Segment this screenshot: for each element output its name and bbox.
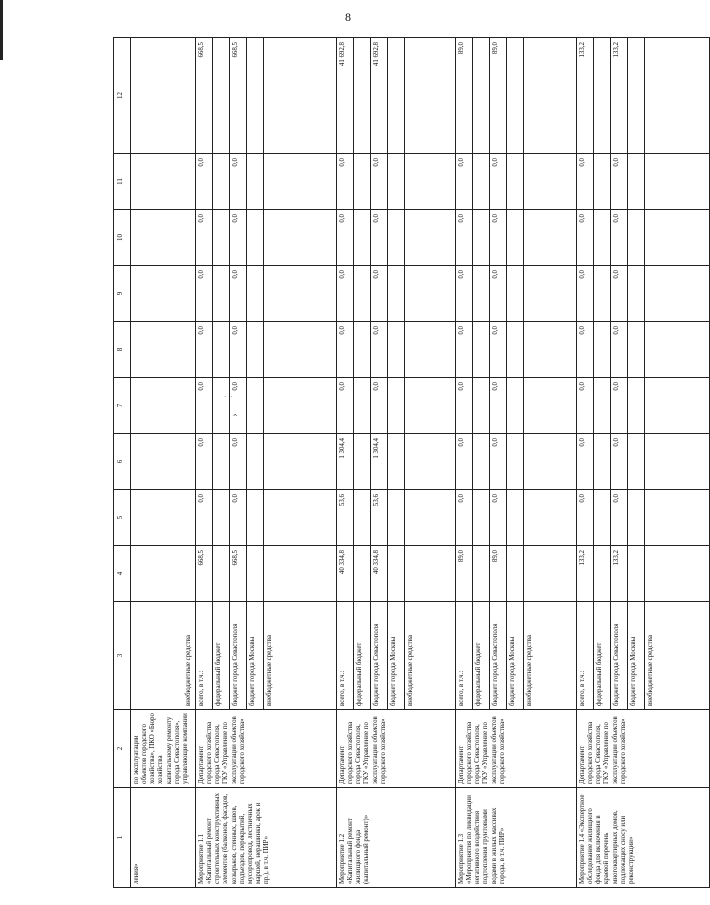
value-cell: 0,0 (577, 490, 594, 546)
value-cell: 0,0 (611, 266, 628, 322)
value-cell (524, 546, 577, 602)
value-cell (247, 266, 264, 322)
value-cell: 53,6 (371, 490, 388, 546)
value-cell (388, 210, 405, 266)
value-cell: 0,0 (577, 210, 594, 266)
value-cell: 0,0 (196, 378, 213, 434)
value-cell: 0,0 (577, 434, 594, 490)
value-cell: 0,0 (490, 266, 507, 322)
value-cell (645, 322, 710, 378)
value-cell: 0,0 (577, 378, 594, 434)
value-cell (213, 434, 230, 490)
value-cell (247, 546, 264, 602)
value-cell (524, 154, 577, 210)
value-cell (594, 434, 611, 490)
value-cell (247, 434, 264, 490)
header-cell: 7 (114, 378, 131, 434)
value-cell (507, 378, 524, 434)
value-cell (473, 490, 490, 546)
value-cell: 0,0 (490, 434, 507, 490)
value-cell (213, 490, 230, 546)
header-cell: 8 (114, 322, 131, 378)
value-cell: 0,0 (371, 378, 388, 434)
value-cell: 0,0 (456, 490, 473, 546)
value-cell: 1 304,4 (337, 434, 354, 490)
funding-label-cell: внебюджетные средства (405, 602, 456, 710)
empty-cell (131, 546, 196, 602)
value-cell (354, 210, 371, 266)
value-cell: 0,0 (611, 210, 628, 266)
value-cell (388, 38, 405, 154)
executor-cell: Департамент городского хозяйства города Севастополя, ГКУ «Управление по эксплуатации объектов городского хозяйства» (456, 710, 577, 788)
executor-cell: Департамент городского хозяйства города Севастополя, ГКУ «Управление по эксплуатации объектов городского хозяйства» (337, 710, 456, 788)
funding-label-cell: бюджет города Севастополя (611, 602, 628, 710)
value-cell: 53,6 (337, 490, 354, 546)
value-cell: 0,0 (611, 434, 628, 490)
value-cell (524, 38, 577, 154)
value-cell (628, 38, 645, 154)
value-cell (473, 38, 490, 154)
value-cell: 0,0 (371, 210, 388, 266)
stray-mark: › (229, 413, 240, 417)
value-cell (524, 210, 577, 266)
scan-speckle: · · (224, 393, 234, 401)
value-cell (628, 210, 645, 266)
value-cell: 1 304,4 (371, 434, 388, 490)
funding-label-cell: всего, в т.ч.: (337, 602, 354, 710)
value-cell (405, 266, 456, 322)
value-cell (645, 38, 710, 154)
table-row (456, 38, 473, 888)
empty-cell (131, 38, 196, 154)
value-cell (594, 210, 611, 266)
empty-cell (131, 322, 196, 378)
header-cell: 1 (114, 788, 131, 888)
value-cell: 0,0 (490, 322, 507, 378)
value-cell (213, 546, 230, 602)
value-cell: 668,5 (196, 546, 213, 602)
value-cell (264, 322, 337, 378)
value-cell (264, 154, 337, 210)
value-cell (507, 546, 524, 602)
value-cell (247, 38, 264, 154)
value-cell: 89,0 (456, 38, 473, 154)
value-cell (628, 266, 645, 322)
funding-label-cell: бюджет города Москвы (628, 602, 645, 710)
funding-label-cell: всего, в т.ч.: (456, 602, 473, 710)
value-cell (594, 546, 611, 602)
value-cell: 41 692,8 (337, 38, 354, 154)
value-cell (628, 154, 645, 210)
empty-cell (131, 490, 196, 546)
funding-label-cell: всего, в т.ч.: (577, 602, 594, 710)
value-cell (524, 266, 577, 322)
measure-name-cell: Мероприятие 1.3 «Мероприятия по ликвидации негативного воздействия подтопления грунтовыми водами в жилых массивах города, в т.ч. ПИР» (456, 788, 577, 888)
value-cell (247, 322, 264, 378)
value-cell (594, 154, 611, 210)
value-cell (405, 434, 456, 490)
value-cell: 0,0 (611, 322, 628, 378)
header-cell: 9 (114, 266, 131, 322)
value-cell (645, 210, 710, 266)
value-cell (628, 546, 645, 602)
value-cell (507, 210, 524, 266)
value-cell: 0,0 (196, 434, 213, 490)
value-cell (354, 378, 371, 434)
funding-label-cell: бюджет города Севастополя (490, 602, 507, 710)
carryover-funding-label: внебюджетные средства (184, 635, 192, 706)
value-cell: 0,0 (230, 434, 247, 490)
value-cell: 0,0 (456, 322, 473, 378)
value-cell (354, 38, 371, 154)
value-cell: 0,0 (490, 378, 507, 434)
value-cell (354, 322, 371, 378)
value-cell: 0,0 (456, 154, 473, 210)
value-cell (405, 154, 456, 210)
value-cell (524, 378, 577, 434)
value-cell: 0,0 (371, 322, 388, 378)
header-cell: 3 (114, 602, 131, 710)
budget-table (113, 37, 710, 888)
empty-cell (131, 210, 196, 266)
funding-label-cell: бюджет города Севастополя (371, 602, 388, 710)
value-cell: 0,0 (337, 210, 354, 266)
value-cell: 0,0 (337, 378, 354, 434)
measure-name-cell: Мероприятие 1.2 «Капитальный ремонт жилищного фонда (капитальный ремонт)» (337, 788, 456, 888)
value-cell: 0,0 (230, 154, 247, 210)
value-cell (247, 378, 264, 434)
value-cell (473, 546, 490, 602)
table-row (337, 38, 354, 888)
value-cell: 0,0 (337, 154, 354, 210)
value-cell: 0,0 (196, 266, 213, 322)
measure-name-cell: Мероприятие 1.1 «Капитальный ремонт строительных конструктивных элементов (балконов, фасадов, козырьков, стенных, швов, подъездов, перекрытий, мусоропровод, лестничных маршей, нерашинки, арок и пр.), в т.ч. ПИР» (196, 788, 337, 888)
rotated-table-wrapper (113, 38, 654, 888)
carryover-executor-cell: по эксплуатации объектов городского хозяйства», ПКО «Бюро хозяйства капитальному ремонту города Севастополя», управляющие компании (131, 710, 196, 788)
measure-name-cell: Мероприятие 1.4 «Экспертное обследование жилищного фонда для включения в краевой перечень многоквартирных домов, подлежащих сносу или реконструкции» (577, 788, 710, 888)
value-cell (405, 38, 456, 154)
value-cell (354, 546, 371, 602)
value-cell: 0,0 (371, 154, 388, 210)
value-cell (405, 490, 456, 546)
value-cell: 0,0 (611, 490, 628, 546)
value-cell: 668,5 (196, 38, 213, 154)
value-cell (388, 434, 405, 490)
executor-cell: Департамент городского хозяйства города Севастополя, ГКУ «Управление по эксплуатации объектов городского хозяйства» (577, 710, 710, 788)
value-cell: 133,2 (577, 546, 594, 602)
value-cell (507, 434, 524, 490)
value-cell: 133,2 (611, 38, 628, 154)
header-cell: 4 (114, 546, 131, 602)
value-cell (507, 490, 524, 546)
empty-cell (131, 434, 196, 490)
value-cell (507, 322, 524, 378)
value-cell (473, 434, 490, 490)
value-cell: 0,0 (337, 322, 354, 378)
value-cell (524, 490, 577, 546)
funding-label-cell: федеральный бюджет (473, 602, 490, 710)
value-cell (247, 490, 264, 546)
value-cell: 40 334,8 (337, 546, 354, 602)
value-cell (645, 546, 710, 602)
value-cell (628, 434, 645, 490)
value-cell: 0,0 (577, 266, 594, 322)
value-cell (213, 154, 230, 210)
value-cell (388, 266, 405, 322)
value-cell: 0,0 (490, 154, 507, 210)
funding-label-cell: бюджет города Москвы (388, 602, 405, 710)
value-cell: 0,0 (611, 378, 628, 434)
value-cell: 0,0 (456, 434, 473, 490)
value-cell (405, 210, 456, 266)
carryover-row (131, 38, 196, 888)
value-cell: 0,0 (611, 154, 628, 210)
value-cell: 0,0 (196, 490, 213, 546)
funding-label-cell: всего, в т.ч.: (196, 602, 213, 710)
value-cell: 0,0 (196, 322, 213, 378)
header-cell: 6 (114, 434, 131, 490)
value-cell: 133,2 (611, 546, 628, 602)
funding-label-cell: внебюджетные средства (264, 602, 337, 710)
value-cell (594, 266, 611, 322)
header-cell: 5 (114, 490, 131, 546)
empty-cell (131, 266, 196, 322)
value-cell (264, 266, 337, 322)
value-cell (388, 378, 405, 434)
value-cell: 0,0 (490, 490, 507, 546)
value-cell (247, 154, 264, 210)
value-cell (645, 434, 710, 490)
binding-edge-mark (0, 0, 3, 60)
value-cell (354, 266, 371, 322)
value-cell: 89,0 (490, 38, 507, 154)
value-cell: 0,0 (230, 266, 247, 322)
value-cell (213, 322, 230, 378)
value-cell (247, 210, 264, 266)
value-cell (473, 210, 490, 266)
value-cell (264, 378, 337, 434)
value-cell (213, 38, 230, 154)
executor-cell: Департамент городского хозяйства города Севастополя, ГКУ «Управление по эксплуатации объектов городского хозяйства» (196, 710, 337, 788)
value-cell (405, 546, 456, 602)
value-cell (473, 322, 490, 378)
funding-label-cell: бюджет города Москвы (247, 602, 264, 710)
value-cell (213, 378, 230, 434)
value-cell: 0,0 (230, 378, 247, 434)
value-cell: 133,2 (577, 38, 594, 154)
value-cell: 668,5 (230, 546, 247, 602)
header-cell: 12 (114, 38, 131, 154)
value-cell (388, 490, 405, 546)
empty-cell (131, 378, 196, 434)
funding-label-cell: внебюджетные средства (524, 602, 577, 710)
value-cell (524, 434, 577, 490)
value-cell (388, 154, 405, 210)
value-cell: 0,0 (577, 322, 594, 378)
value-cell: 0,0 (230, 490, 247, 546)
value-cell (388, 322, 405, 378)
value-cell: 40 334,8 (371, 546, 388, 602)
value-cell (354, 490, 371, 546)
value-cell: 0,0 (371, 266, 388, 322)
header-cell: 11 (114, 154, 131, 210)
value-cell (405, 378, 456, 434)
value-cell: 0,0 (456, 266, 473, 322)
value-cell (264, 38, 337, 154)
table-row (196, 38, 213, 888)
value-cell: 0,0 (456, 210, 473, 266)
value-cell (645, 378, 710, 434)
value-cell (354, 154, 371, 210)
header-cell: 10 (114, 210, 131, 266)
carryover-funding-cell (131, 602, 196, 710)
table-row (577, 38, 594, 888)
funding-label-cell: бюджет города Севастополя (230, 602, 247, 710)
header-row (114, 38, 131, 888)
value-cell (645, 154, 710, 210)
value-cell: 0,0 (230, 210, 247, 266)
value-cell: 0,0 (577, 154, 594, 210)
funding-label-cell: федеральный бюджет (354, 602, 371, 710)
carryover-name-cell: ления» (131, 788, 196, 888)
value-cell (405, 322, 456, 378)
value-cell: 89,0 (490, 546, 507, 602)
value-cell: 0,0 (337, 266, 354, 322)
value-cell (645, 266, 710, 322)
value-cell (645, 490, 710, 546)
value-cell (628, 322, 645, 378)
value-cell (473, 378, 490, 434)
funding-label-cell: федеральный бюджет (594, 602, 611, 710)
value-cell: 0,0 (230, 322, 247, 378)
value-cell: 0,0 (456, 378, 473, 434)
value-cell (507, 266, 524, 322)
value-cell: 0,0 (196, 154, 213, 210)
value-cell (594, 490, 611, 546)
value-cell (388, 546, 405, 602)
value-cell: 89,0 (456, 546, 473, 602)
value-cell (594, 322, 611, 378)
value-cell (594, 378, 611, 434)
value-cell: 0,0 (196, 210, 213, 266)
value-cell (628, 378, 645, 434)
value-cell (213, 210, 230, 266)
empty-cell (131, 154, 196, 210)
value-cell (507, 154, 524, 210)
funding-label-cell: бюджет города Москвы (507, 602, 524, 710)
funding-label-cell: внебюджетные средства (645, 602, 710, 710)
value-cell (264, 434, 337, 490)
value-cell: 41 692,8 (371, 38, 388, 154)
value-cell (213, 266, 230, 322)
value-cell (473, 154, 490, 210)
value-cell (264, 210, 337, 266)
value-cell (628, 490, 645, 546)
value-cell: 0,0 (490, 210, 507, 266)
header-cell: 2 (114, 710, 131, 788)
value-cell (473, 266, 490, 322)
value-cell (524, 322, 577, 378)
page-number: 8 (345, 10, 351, 24)
funding-label-cell: федеральный бюджет (213, 602, 230, 710)
value-cell (507, 38, 524, 154)
value-cell (264, 490, 337, 546)
value-cell (354, 434, 371, 490)
value-cell: 668,5 (230, 38, 247, 154)
value-cell (264, 546, 337, 602)
value-cell (594, 38, 611, 154)
